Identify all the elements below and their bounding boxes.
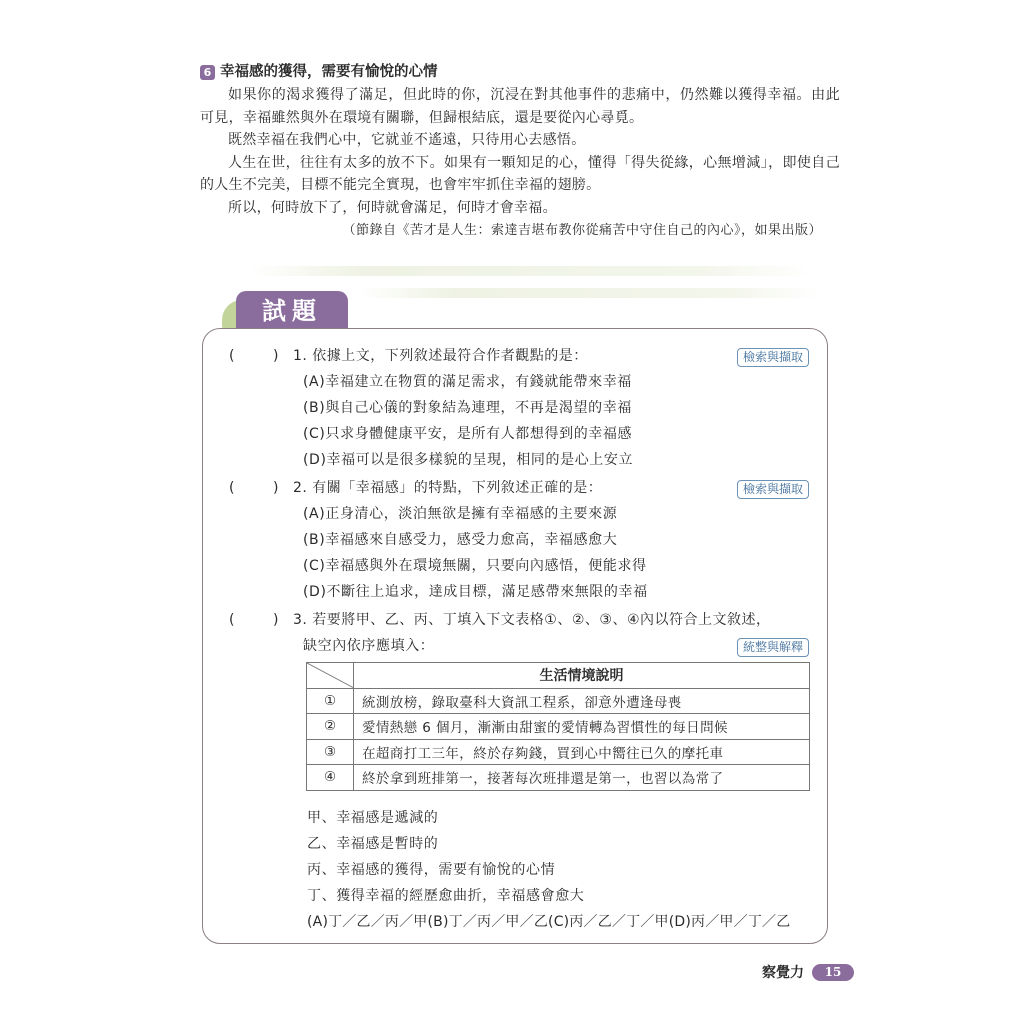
table-row-number: ② — [307, 714, 354, 740]
passage-paragraph-3: 人生在世，往往有太多的放不下。如果有一顆知足的心，懂得「得失從緣，心無增減」，即使自己的人生不完美，目標不能完全實現，也會牢牢抓住幸福的翅膀。 — [200, 154, 840, 193]
option-b: (B)與自己心儀的對象結為連理，不再是渴望的幸福 — [303, 400, 632, 416]
section-label-tab: 試題 — [236, 291, 348, 331]
question-stem-continued: 缺空內依序應填入： — [303, 638, 435, 654]
answer-paren-left: ( — [229, 348, 235, 364]
section-title: 幸福感的獲得，需要有愉悅的心情 — [220, 63, 438, 80]
option-d: (D)不斷往上追求，達成目標，滿足感帶來無限的幸福 — [303, 584, 648, 600]
situation-table — [306, 662, 810, 791]
table-header-row — [307, 663, 810, 689]
option-c: (C)只求身體健康平安，是所有人都想得到的幸福感 — [303, 426, 633, 442]
answer-paren-right: ) — [273, 480, 279, 496]
question-1 — [229, 345, 809, 367]
table-row-number: ③ — [307, 739, 354, 765]
table-row — [307, 739, 810, 765]
skill-tag: 檢索與擷取 — [737, 480, 809, 499]
table-corner-cell — [307, 663, 354, 689]
question-stem: 1. 依據上文，下列敘述最符合作者觀點的是： — [293, 348, 588, 364]
skill-tag: 檢索與擷取 — [737, 348, 809, 367]
question-stem: 2. 有關「幸福感」的特點，下列敘述正確的是： — [293, 480, 603, 496]
option-a: (A)幸福建立在物質的滿足需求，有錢就能帶來幸福 — [303, 374, 632, 390]
statement-ding: 丁、獲得幸福的經歷愈曲折，幸福感會愈大 — [307, 888, 585, 904]
table-header: 生活情境說明 — [354, 663, 810, 689]
reading-passage — [200, 60, 840, 243]
passage-paragraph-1: 如果你的渴求獲得了滿足，但此時的你，沉浸在對其他事件的悲痛中，仍然難以獲得幸福。由此可見，幸福雖然與外在環境有關聯，但歸根結底，還是要從內心尋覓。 — [200, 87, 840, 126]
option-a: (A)正身清心，淡泊無欲是擁有幸福感的主要來源 — [303, 506, 618, 522]
footer-label: 察覺力 — [762, 965, 804, 981]
section-heading — [200, 60, 840, 84]
table-row-desc: 愛情熱戀 6 個月，漸漸由甜蜜的愛情轉為習慣性的每日問候 — [354, 714, 810, 740]
page-footer — [762, 962, 854, 982]
answer-options: (A)丁／乙／丙／甲(B)丁／丙／甲／乙(C)丙／乙／丁／甲(D)丙／甲／丁／乙 — [307, 914, 791, 930]
source-citation: （節錄自《苦才是人生：索達吉堪布教你從痛苦中守住自己的內心》，如果出版） — [342, 223, 822, 238]
option-c: (C)幸福感與外在環境無關，只要向內感悟，便能求得 — [303, 558, 647, 574]
table-row — [307, 714, 810, 740]
diagonal-line-icon — [307, 663, 353, 688]
statement-jia: 甲、幸福感是遞減的 — [307, 810, 439, 826]
option-d: (D)幸福可以是很多樣貌的呈現，相同的是心上安立 — [303, 452, 634, 468]
table-row-desc: 終於拿到班排第一，接著每次班排還是第一，也習以為常了 — [354, 765, 810, 791]
question-stem: 3. 若要將甲、乙、丙、丁填入下文表格①、②、③、④內以符合上文敘述， — [293, 612, 771, 628]
bleed-through-streak — [250, 266, 810, 276]
question-box — [202, 328, 828, 944]
section-number-badge: 6 — [200, 65, 215, 80]
answer-paren-left: ( — [229, 612, 235, 628]
question-3 — [229, 609, 829, 631]
page-number: 15 — [812, 964, 854, 981]
option-b: (B)幸福感來自感受力，感受力愈高，幸福感愈大 — [303, 532, 618, 548]
answer-paren-right: ) — [273, 612, 279, 628]
table-row-number: ④ — [307, 765, 354, 791]
passage-paragraph-4: 所以，何時放下了，何時就會滿足，何時才會幸福。 — [228, 199, 557, 216]
passage-paragraph-2: 既然幸福在我們心中，它就並不遙遠，只待用心去感悟。 — [228, 132, 586, 148]
table-row — [307, 765, 810, 791]
table-row-number: ① — [307, 688, 354, 714]
statement-bing: 丙、幸福感的獲得，需要有愉悅的心情 — [307, 862, 556, 878]
answer-paren-right: ) — [273, 348, 279, 364]
table-row-desc: 在超商打工三年，終於存夠錢，買到心中嚮往已久的摩托車 — [354, 739, 810, 765]
statement-yi: 乙、幸福感是暫時的 — [307, 836, 439, 852]
table-row — [307, 688, 810, 714]
skill-tag: 統整與解釋 — [737, 638, 809, 657]
table-row-desc: 統測放榜，錄取臺科大資訊工程系，卻意外遭逢母喪 — [354, 688, 810, 714]
question-2 — [229, 477, 809, 499]
bleed-through-streak — [360, 288, 820, 298]
answer-paren-left: ( — [229, 480, 235, 496]
